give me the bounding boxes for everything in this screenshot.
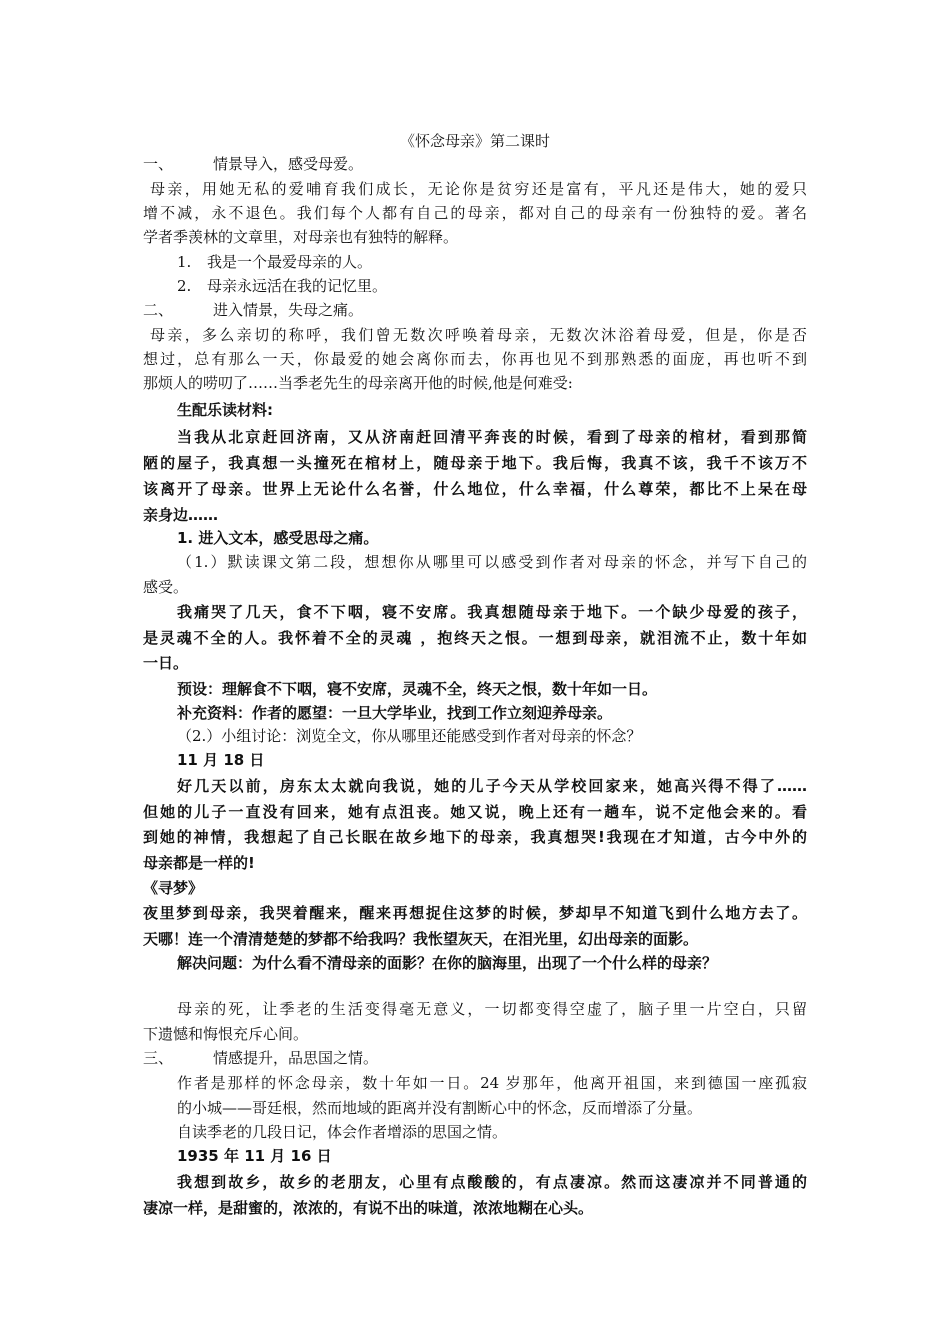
list-text: 我是一个最爱母亲的人。: [207, 253, 373, 271]
diary-line: 但她的儿子一直没有回来，她有点沮丧。她又说，晚上还有一趟车，说不定他会来的。看: [143, 803, 807, 821]
paragraph-line: 学者季羡林的文章里，对母亲也有独特的解释。: [143, 228, 459, 246]
list-number: 1.: [177, 253, 192, 271]
quote-line: 一日。: [143, 654, 189, 672]
list-number: 2.: [177, 277, 192, 295]
section-1-number: 一、: [143, 155, 174, 173]
paragraph-line: 想过，总有那么一天，你最爱的她会离你而去，你再也见不到那熟悉的面庞，再也听不到: [143, 350, 807, 368]
reading-line: 当我从北京赶回济南，又从济南赶回清平奔丧的时候，看到了母亲的棺材，看到那简: [177, 428, 807, 446]
solve-line: 解决问题：为什么看不清母亲的面影？在你的脑海里，出现了一个什么样的母亲？: [177, 954, 718, 972]
reading-line: 该离开了母亲。世界上无论什么名誉，什么地位，什么幸福，什么尊荣，都比不上呆在母: [143, 480, 807, 498]
question-line: 感受。: [143, 578, 189, 596]
question-line: （1.）默读课文第二段，想想你从哪里可以感受到作者对母亲的怀念，并写下自己的: [177, 553, 807, 571]
diary-line: 到她的神情，我想起了自己长眠在故乡地下的母亲，我真想哭!我现在才知道，古今中外的: [143, 828, 807, 846]
dream-title: 《寻梦》: [143, 879, 204, 897]
paragraph-line: 的小城——哥廷根，然而地域的距离并没有割断心中的怀念，反而增添了分量。: [177, 1099, 703, 1117]
list-text: 母亲永远活在我的记忆里。: [207, 277, 388, 295]
paragraph-line: 下遗憾和悔恨充斥心间。: [143, 1025, 309, 1043]
list-item: [177, 250, 372, 274]
reading-label: 生配乐读材料:: [177, 401, 273, 419]
diary-line: 好几天以前，房东太太就向我说，她的儿子今天从学校回家来，她高兴得不得了……: [177, 777, 807, 795]
quote-line: 是灵魂不全的人。我怀着不全的灵魂 ，抱终天之恨。一想到母亲，就泪流不止，数十年如: [143, 629, 807, 647]
list-item: [177, 274, 387, 298]
quote-line: 我痛哭了几天，食不下咽，寝不安席。我真想随母亲于地下。一个缺少母爱的孩子，: [177, 603, 807, 621]
dream-line: 天哪！连一个清清楚楚的梦都不给我吗？我怅望灰天，在泪光里，幻出母亲的面影。: [143, 930, 699, 948]
supplement-line: 补充资料：作者的愿望：一旦大学毕业，找到工作立刻迎养母亲。: [177, 704, 613, 722]
paragraph-line: 增不减，永不退色。我们每个人都有自己的母亲，都对自己的母亲有一份独特的爱。著名: [143, 204, 807, 222]
section-2-title: 进入情景，失母之痛。: [213, 301, 364, 319]
section-3-title: 情感提升，品思国之情。: [213, 1049, 379, 1067]
dream-line: 夜里梦到母亲，我哭着醒来，醒来再想捉住这梦的时候，梦却早不知道飞到什么地方去了。: [143, 904, 807, 922]
page-title: 《怀念母亲》第二课时: [399, 132, 550, 150]
section-1-heading: [143, 152, 363, 176]
section-3-number: 三、: [143, 1049, 174, 1067]
subsection-heading: 1. 进入文本，感受思母之痛。: [177, 529, 379, 547]
section-2-number: 二、: [143, 301, 174, 319]
reading-line: 亲身边……: [143, 506, 219, 524]
diary-line: 凄凉一样，是甜蜜的，浓浓的，有说不出的味道，浓浓地糊在心头。: [143, 1199, 594, 1217]
paragraph-line: 作者是那样的怀念母亲，数十年如一日。24 岁那年，他离开祖国，来到德国一座孤寂: [177, 1074, 807, 1092]
paragraph-line: 自读季老的几段日记，体会作者增添的思国之情。: [177, 1123, 508, 1141]
section-3-heading: [143, 1046, 378, 1070]
diary-date: 11 月 18 日: [177, 751, 265, 769]
preset-line: 预设：理解食不下咽，寝不安席，灵魂不全，终天之恨，数十年如一日。: [177, 680, 658, 698]
section-1-title: 情景导入，感受母爱。: [213, 155, 364, 173]
diary-date: 1935 年 11 月 16 日: [177, 1147, 332, 1165]
paragraph-line: 母亲的死，让季老的生活变得毫无意义，一切都变得空虚了，脑子里一片空白，只留: [177, 1000, 807, 1018]
diary-line: 母亲都是一样的!: [143, 854, 255, 872]
paragraph-line: 母亲，用她无私的爱哺育我们成长，无论你是贫穷还是富有，平凡还是伟大，她的爱只: [150, 180, 807, 198]
section-2-heading: [143, 298, 363, 322]
question-line: （2.）小组讨论：浏览全文，你从哪里还能感受到作者对母亲的怀念？: [177, 727, 642, 745]
paragraph-line: 那烦人的唠叨了……当季老先生的母亲离开他的时候,他是何难受:: [143, 374, 573, 392]
paragraph-line: 母亲，多么亲切的称呼，我们曾无数次呼唤着母亲，无数次沐浴着母爱，但是，你是否: [150, 326, 807, 344]
diary-line: 我想到故乡，故乡的老朋友，心里有点酸酸的，有点凄凉。然而这凄凉并不同普通的: [177, 1173, 807, 1191]
reading-line: 陋的屋子，我真想一头撞死在棺材上，随母亲于地下。我后悔，我真不该，我千不该万不: [143, 454, 807, 472]
